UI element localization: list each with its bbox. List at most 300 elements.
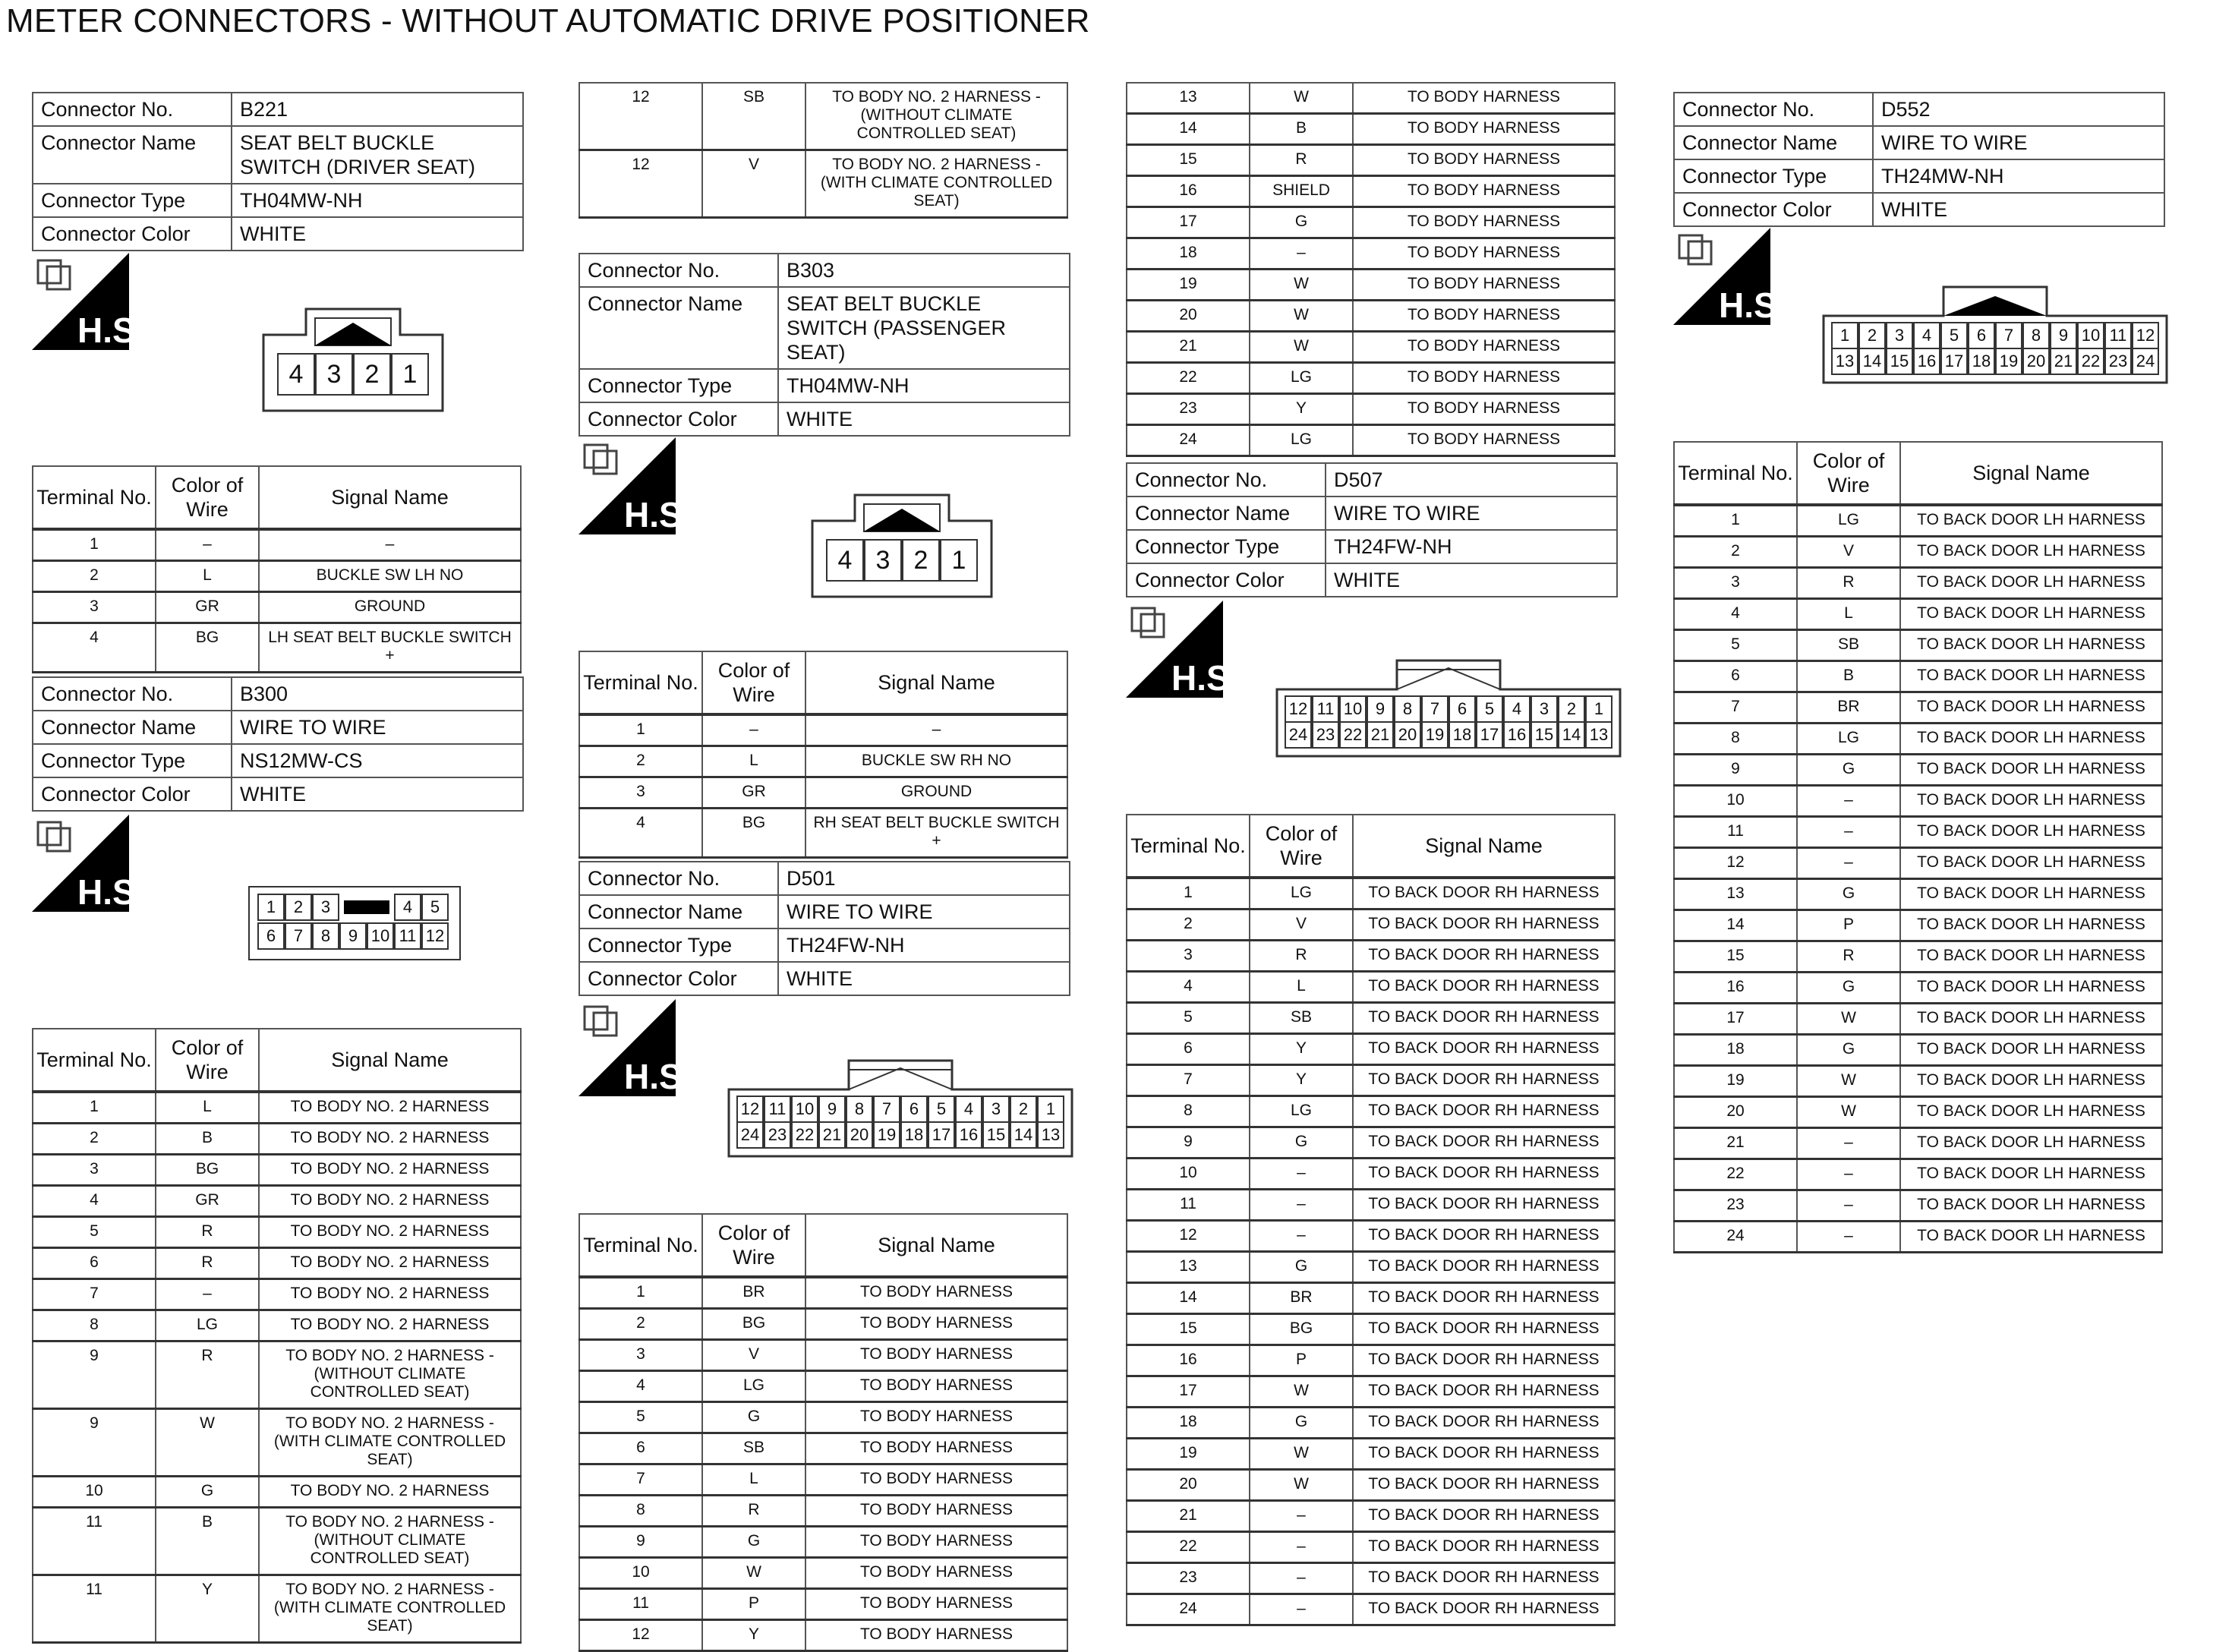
table-row (579, 1558, 1067, 1589)
terminal-cell: 8 (1674, 724, 1797, 755)
terminal-cell: 14 (1127, 114, 1250, 145)
table-row (1674, 910, 2162, 941)
table-row (33, 1248, 521, 1279)
label-connector-name: Connector Name (1127, 497, 1326, 530)
terminal-cell: 1 (1674, 505, 1797, 537)
wire-color-cell: BR (702, 1277, 805, 1309)
pin: 16 (1913, 348, 1940, 375)
wire-color-cell: – (1250, 1563, 1353, 1594)
signal-name-cell: TO BODY NO. 2 HARNESS (259, 1155, 521, 1186)
terminal-cell: 3 (1127, 941, 1250, 972)
pin: 3 (315, 353, 353, 396)
table-row (1127, 394, 1615, 425)
signal-name-cell: TO BACK DOOR RH HARNESS (1353, 1190, 1615, 1221)
signal-name-cell: – (259, 529, 521, 561)
header-signal-name: Signal Name (805, 1214, 1067, 1277)
signal-name-cell: TO BODY HARNESS (805, 1558, 1067, 1589)
wire-color-cell: W (702, 1558, 805, 1589)
signal-name-cell: TO BACK DOOR LH HARNESS (1900, 1035, 2162, 1066)
table-row (1127, 941, 1615, 972)
signal-name-cell: TO BACK DOOR LH HARNESS (1900, 1097, 2162, 1128)
value-connector-name: SEAT BELT BUCKLE SWITCH (DRIVER SEAT) (232, 126, 523, 184)
table-row (579, 83, 1067, 150)
terminal-cell: 1 (33, 1092, 156, 1124)
wire-color-cell: – (156, 529, 259, 561)
table-row (1674, 1066, 2162, 1097)
value-connector-name: SEAT BELT BUCKLE SWITCH (PASSENGER SEAT) (778, 287, 1070, 369)
terminal-cell: 20 (1127, 301, 1250, 332)
connector-info-b221 (32, 92, 524, 251)
header-terminal-no: Terminal No. (1127, 815, 1250, 878)
terminal-cell: 1 (1127, 878, 1250, 910)
terminal-cell: 9 (33, 1409, 156, 1477)
key-slot (339, 894, 394, 921)
terminal-cell: 8 (1127, 1096, 1250, 1127)
value-connector-type: TH24MW-NH (1873, 159, 2164, 193)
terminal-cell: 4 (1674, 599, 1797, 630)
table-row (1674, 1190, 2162, 1222)
wire-color-cell: LG (156, 1310, 259, 1341)
value-connector-name: WIRE TO WIRE (778, 895, 1070, 928)
signal-name-cell: TO BACK DOOR RH HARNESS (1353, 1065, 1615, 1096)
pin: 8 (1394, 695, 1421, 723)
table-row (1127, 114, 1615, 145)
table-row (1127, 301, 1615, 332)
signal-name-cell: TO BACK DOOR RH HARNESS (1353, 1563, 1615, 1594)
pin: 3 (864, 539, 902, 582)
wire-color-cell: G (1250, 1408, 1353, 1439)
wire-color-cell: P (1797, 910, 1900, 941)
value-connector-type: TH04MW-NH (778, 369, 1070, 402)
signal-name-cell: TO BACK DOOR RH HARNESS (1353, 1532, 1615, 1563)
wire-color-cell: GR (156, 1186, 259, 1217)
value-connector-type: NS12MW-CS (232, 744, 523, 777)
signal-name-cell: TO BACK DOOR LH HARNESS (1900, 661, 2162, 692)
wire-color-cell: R (156, 1217, 259, 1248)
pin: 2 (353, 353, 391, 396)
wire-color-cell: – (1250, 1532, 1353, 1563)
label-connector-no: Connector No. (33, 93, 232, 126)
table-row (1127, 1408, 1615, 1439)
terminal-cell: 18 (1127, 1408, 1250, 1439)
pin: 23 (1312, 721, 1339, 749)
header-signal-name: Signal Name (259, 1029, 521, 1092)
table-row (1674, 941, 2162, 973)
signal-name-cell: TO BODY HARNESS (805, 1496, 1067, 1527)
pin: 13 (1037, 1121, 1064, 1149)
table-row (33, 1092, 521, 1124)
wire-color-cell: W (1250, 1470, 1353, 1501)
terminal-cell: 12 (579, 83, 702, 150)
terminal-cell: 19 (1127, 270, 1250, 301)
value-connector-color: WHITE (778, 962, 1070, 995)
wire-color-cell: G (1797, 1035, 1900, 1066)
wire-color-cell: W (156, 1409, 259, 1477)
terminal-cell: 11 (33, 1575, 156, 1643)
label-connector-no: Connector No. (579, 862, 778, 895)
table-row (1674, 1035, 2162, 1066)
header-color-of-wire: Color of Wire (156, 466, 259, 529)
wire-color-cell: R (1797, 568, 1900, 599)
terminal-cell: 5 (1127, 1003, 1250, 1034)
header-color-of-wire: Color of Wire (702, 1214, 805, 1277)
wire-color-cell: R (1250, 145, 1353, 176)
terminal-cell: 18 (1127, 238, 1250, 270)
signal-name-cell: TO BACK DOOR RH HARNESS (1353, 910, 1615, 941)
terminal-cell: 22 (1127, 363, 1250, 394)
hs-label: H.S. (77, 872, 146, 912)
terminal-cell: 6 (33, 1248, 156, 1279)
pin: 19 (1995, 348, 2022, 375)
hs-badge (32, 253, 146, 350)
pin: 19 (873, 1121, 900, 1149)
signal-name-cell: TO BODY NO. 2 HARNESS (259, 1248, 521, 1279)
hs-label: H.S. (624, 495, 692, 534)
pin-row (826, 539, 978, 582)
wire-color-cell: W (1250, 270, 1353, 301)
table-row (1127, 1470, 1615, 1501)
pin: 9 (339, 922, 367, 950)
label-connector-type: Connector Type (1127, 530, 1326, 563)
signal-name-cell: TO BODY NO. 2 HARNESS (259, 1092, 521, 1124)
label-connector-no: Connector No. (1674, 93, 1873, 126)
value-connector-type: TH24FW-NH (778, 928, 1070, 962)
connector-info-d507 (1126, 462, 1618, 597)
value-connector-type: TH24FW-NH (1326, 530, 1617, 563)
signal-name-cell: TO BODY NO. 2 HARNESS (259, 1186, 521, 1217)
wire-color-cell: V (702, 150, 805, 218)
pin: 8 (312, 922, 339, 950)
terminal-cell: 9 (33, 1341, 156, 1409)
wire-color-cell: Y (156, 1575, 259, 1643)
terminal-cell: 15 (1674, 941, 1797, 973)
pin: 13 (1585, 721, 1612, 749)
signal-name-cell: TO BACK DOOR LH HARNESS (1900, 1004, 2162, 1035)
wire-color-cell: Y (702, 1620, 805, 1651)
signal-name-cell: TO BODY HARNESS (1353, 425, 1615, 456)
pin: 4 (955, 1096, 982, 1123)
signal-name-cell: TO BODY HARNESS (1353, 363, 1615, 394)
value-connector-no: B300 (232, 677, 523, 711)
table-row (1127, 1345, 1615, 1376)
pin: 5 (1476, 695, 1503, 723)
signal-name-cell: TO BACK DOOR LH HARNESS (1900, 1190, 2162, 1222)
header-signal-name: Signal Name (1353, 815, 1615, 878)
signal-name-cell: TO BACK DOOR LH HARNESS (1900, 692, 2162, 724)
table-row (1127, 1221, 1615, 1252)
terminal-cell: 15 (1127, 145, 1250, 176)
terminal-cell: 2 (1127, 910, 1250, 941)
pin: 4 (277, 353, 315, 396)
signal-name-cell: TO BODY NO. 2 HARNESS (259, 1124, 521, 1155)
terminal-cell: 9 (579, 1527, 702, 1558)
terminal-cell: 22 (1674, 1159, 1797, 1190)
table-row (1674, 630, 2162, 661)
pin: 3 (982, 1096, 1010, 1123)
terminal-cell: 21 (1674, 1128, 1797, 1159)
pin: 20 (2022, 348, 2050, 375)
label-connector-name: Connector Name (33, 711, 232, 744)
connector-info-d501 (578, 861, 1070, 996)
pin: 6 (1968, 322, 1995, 349)
label-connector-name: Connector Name (579, 895, 778, 928)
table-row (579, 1371, 1067, 1402)
table-row (1674, 1097, 2162, 1128)
wire-color-cell: SB (702, 83, 805, 150)
table-row (1674, 879, 2162, 910)
pin: 10 (367, 922, 394, 950)
wire-color-cell: L (702, 746, 805, 777)
signal-name-cell: TO BODY NO. 2 HARNESS (259, 1310, 521, 1341)
wire-color-cell: GR (702, 777, 805, 809)
wire-color-cell: W (1250, 1439, 1353, 1470)
terminal-cell: 3 (579, 777, 702, 809)
wire-color-cell: L (1797, 599, 1900, 630)
terminal-cell: 11 (33, 1508, 156, 1575)
pin: 17 (1476, 721, 1503, 749)
wire-color-cell: – (1250, 1190, 1353, 1221)
signal-name-cell: TO BACK DOOR LH HARNESS (1900, 879, 2162, 910)
table-row (1674, 661, 2162, 692)
pin-row (736, 1096, 1064, 1123)
wire-color-cell: Y (1250, 394, 1353, 425)
wire-color-cell: G (1797, 755, 1900, 786)
wire-color-cell: SB (1797, 630, 1900, 661)
signal-name-cell: TO BODY HARNESS (805, 1402, 1067, 1433)
table-row (579, 1496, 1067, 1527)
terminal-cell: 4 (1127, 972, 1250, 1003)
signal-name-cell: TO BACK DOOR LH HARNESS (1900, 1066, 2162, 1097)
pin: 15 (982, 1121, 1010, 1149)
terminal-cell: 10 (1127, 1159, 1250, 1190)
terminal-table-b221 (32, 465, 522, 673)
terminal-cell: 17 (1127, 1376, 1250, 1408)
wire-color-cell: SB (1250, 1003, 1353, 1034)
signal-name-cell: TO BODY NO. 2 HARNESS - (WITH CLIMATE CONTROLLED SEAT) (259, 1409, 521, 1477)
wire-color-cell: G (1797, 879, 1900, 910)
table-row (579, 746, 1067, 777)
terminal-cell: 5 (579, 1402, 702, 1433)
terminal-cell: 19 (1127, 1439, 1250, 1470)
wire-color-cell: W (1250, 301, 1353, 332)
pin: 4 (1503, 695, 1531, 723)
table-row (1127, 1376, 1615, 1408)
table-row (579, 1433, 1067, 1464)
wire-color-cell: BG (702, 1309, 805, 1340)
terminal-cell: 1 (579, 1277, 702, 1309)
label-connector-type: Connector Type (579, 928, 778, 962)
value-connector-no: B303 (778, 254, 1070, 287)
signal-name-cell: TO BACK DOOR LH HARNESS (1900, 848, 2162, 879)
signal-name-cell: TO BODY HARNESS (805, 1589, 1067, 1620)
wire-color-cell: V (702, 1340, 805, 1371)
pin: 17 (1940, 348, 1968, 375)
wire-color-cell: W (1250, 1376, 1353, 1408)
terminal-cell: 1 (579, 714, 702, 746)
pin: 1 (1585, 695, 1612, 723)
terminal-cell: 12 (579, 1620, 702, 1651)
signal-name-cell: TO BACK DOOR RH HARNESS (1353, 1470, 1615, 1501)
wire-color-cell: Y (1250, 1034, 1353, 1065)
signal-name-cell: – (805, 714, 1067, 746)
signal-name-cell: TO BACK DOOR LH HARNESS (1900, 599, 2162, 630)
terminal-cell: 2 (1674, 537, 1797, 568)
pin-row (257, 894, 449, 921)
wire-color-cell: L (156, 1092, 259, 1124)
terminal-table-b303 (578, 651, 1068, 859)
terminal-cell: 4 (33, 1186, 156, 1217)
pin: 4 (1913, 322, 1940, 349)
terminal-cell: 11 (579, 1589, 702, 1620)
terminal-cell: 10 (579, 1558, 702, 1589)
pin: 5 (421, 894, 449, 921)
label-connector-no: Connector No. (1127, 463, 1326, 497)
wire-color-cell: G (702, 1402, 805, 1433)
pin: 16 (1503, 721, 1531, 749)
terminal-cell: 14 (1674, 910, 1797, 941)
terminal-cell: 7 (33, 1279, 156, 1310)
terminal-cell: 23 (1674, 1190, 1797, 1222)
wire-color-cell: G (156, 1477, 259, 1508)
pin: 3 (312, 894, 339, 921)
signal-name-cell: TO BACK DOOR RH HARNESS (1353, 878, 1615, 910)
pin: 6 (1449, 695, 1476, 723)
pin: 5 (928, 1096, 955, 1123)
wire-color-cell: BG (1250, 1314, 1353, 1345)
table-row (33, 561, 521, 592)
pin: 24 (1285, 721, 1312, 749)
signal-name-cell: LH SEAT BELT BUCKLE SWITCH + (259, 623, 521, 673)
terminal-cell: 1 (33, 529, 156, 561)
pin: 11 (2104, 322, 2132, 349)
table-row (1127, 363, 1615, 394)
signal-name-cell: TO BACK DOOR LH HARNESS (1900, 786, 2162, 817)
wire-color-cell: GR (156, 592, 259, 623)
terminal-table-d501 (578, 1213, 1068, 1652)
page-title: METER CONNECTORS - WITHOUT AUTOMATIC DRIVE POSITIONER (6, 2, 1090, 39)
pin: 2 (1010, 1096, 1037, 1123)
table-row (1127, 1563, 1615, 1594)
table-row (1127, 145, 1615, 176)
header-signal-name: Signal Name (805, 651, 1067, 714)
value-connector-color: WHITE (1326, 563, 1617, 597)
pin: 2 (1858, 322, 1886, 349)
signal-name-cell: TO BACK DOOR RH HARNESS (1353, 972, 1615, 1003)
wire-color-cell: R (702, 1496, 805, 1527)
pin: 22 (791, 1121, 818, 1149)
connector-face-d552 (1822, 278, 2168, 388)
pin: 21 (1367, 721, 1394, 749)
pin: 10 (2077, 322, 2104, 349)
wire-color-cell: – (1250, 1501, 1353, 1532)
label-connector-name: Connector Name (579, 287, 778, 369)
pin: 7 (1995, 322, 2022, 349)
signal-name-cell: TO BODY HARNESS (1353, 145, 1615, 176)
header-terminal-no: Terminal No. (1674, 442, 1797, 505)
signal-name-cell: TO BODY NO. 2 HARNESS - (WITH CLIMATE CONTROLLED SEAT) (259, 1575, 521, 1643)
table-row (33, 1124, 521, 1155)
wire-color-cell: G (1797, 973, 1900, 1004)
label-connector-name: Connector Name (33, 126, 232, 184)
value-connector-name: WIRE TO WIRE (232, 711, 523, 744)
value-connector-type: TH04MW-NH (232, 184, 523, 217)
table-row (579, 1620, 1067, 1651)
signal-name-cell: TO BODY NO. 2 HARNESS - (WITH CLIMATE CONTROLLED SEAT) (805, 150, 1067, 218)
pin: 14 (1558, 721, 1585, 749)
pin: 8 (846, 1096, 873, 1123)
pin: 23 (764, 1121, 791, 1149)
terminal-cell: 18 (1674, 1035, 1797, 1066)
terminal-cell: 15 (1127, 1314, 1250, 1345)
terminal-cell: 12 (1674, 848, 1797, 879)
table-row (1674, 817, 2162, 848)
terminal-cell: 4 (579, 1371, 702, 1402)
label-connector-color: Connector Color (1127, 563, 1326, 597)
value-connector-color: WHITE (232, 217, 523, 251)
terminal-cell: 5 (33, 1217, 156, 1248)
table-row (33, 1477, 521, 1508)
pin: 22 (1339, 721, 1367, 749)
pin: 4 (826, 539, 864, 582)
harness-side-icon (578, 437, 692, 534)
table-row (579, 1464, 1067, 1496)
connector-info-d552 (1673, 92, 2165, 227)
table-row (33, 1575, 521, 1643)
pin: 5 (1940, 322, 1968, 349)
signal-name-cell: TO BACK DOOR LH HARNESS (1900, 755, 2162, 786)
value-connector-color: WHITE (232, 777, 523, 811)
wire-color-cell: B (156, 1508, 259, 1575)
pin-row (277, 353, 429, 396)
pin: 1 (257, 894, 285, 921)
hs-label: H.S. (77, 311, 146, 350)
table-row (1674, 692, 2162, 724)
terminal-table-b300-continued (578, 82, 1068, 219)
signal-name-cell: TO BACK DOOR LH HARNESS (1900, 941, 2162, 973)
terminal-cell: 3 (33, 592, 156, 623)
signal-name-cell: TO BACK DOOR RH HARNESS (1353, 1003, 1615, 1034)
table-row (33, 1508, 521, 1575)
pin: 1 (391, 353, 429, 396)
terminal-cell: 24 (1127, 1594, 1250, 1625)
pin: 6 (257, 922, 285, 950)
label-connector-no: Connector No. (579, 254, 778, 287)
table-row (1127, 1034, 1615, 1065)
hs-badge (1673, 228, 1787, 325)
signal-name-cell: TO BODY HARNESS (805, 1371, 1067, 1402)
signal-name-cell: TO BODY NO. 2 HARNESS (259, 1477, 521, 1508)
terminal-table-d507 (1126, 814, 1616, 1626)
terminal-cell: 14 (1127, 1283, 1250, 1314)
signal-name-cell: TO BACK DOOR RH HARNESS (1353, 1314, 1615, 1345)
wire-color-cell: R (156, 1248, 259, 1279)
wire-color-cell: G (702, 1527, 805, 1558)
table-row (1127, 332, 1615, 363)
pin: 22 (2077, 348, 2104, 375)
table-row (1674, 973, 2162, 1004)
signal-name-cell: TO BACK DOOR LH HARNESS (1900, 817, 2162, 848)
pin: 6 (900, 1096, 928, 1123)
label-connector-name: Connector Name (1674, 126, 1873, 159)
table-row (33, 1217, 521, 1248)
table-row (1127, 878, 1615, 910)
terminal-cell: 9 (1674, 755, 1797, 786)
table-row (33, 1155, 521, 1186)
table-row (1127, 1314, 1615, 1345)
terminal-cell: 2 (579, 1309, 702, 1340)
wire-color-cell: B (156, 1124, 259, 1155)
header-color-of-wire: Color of Wire (702, 651, 805, 714)
